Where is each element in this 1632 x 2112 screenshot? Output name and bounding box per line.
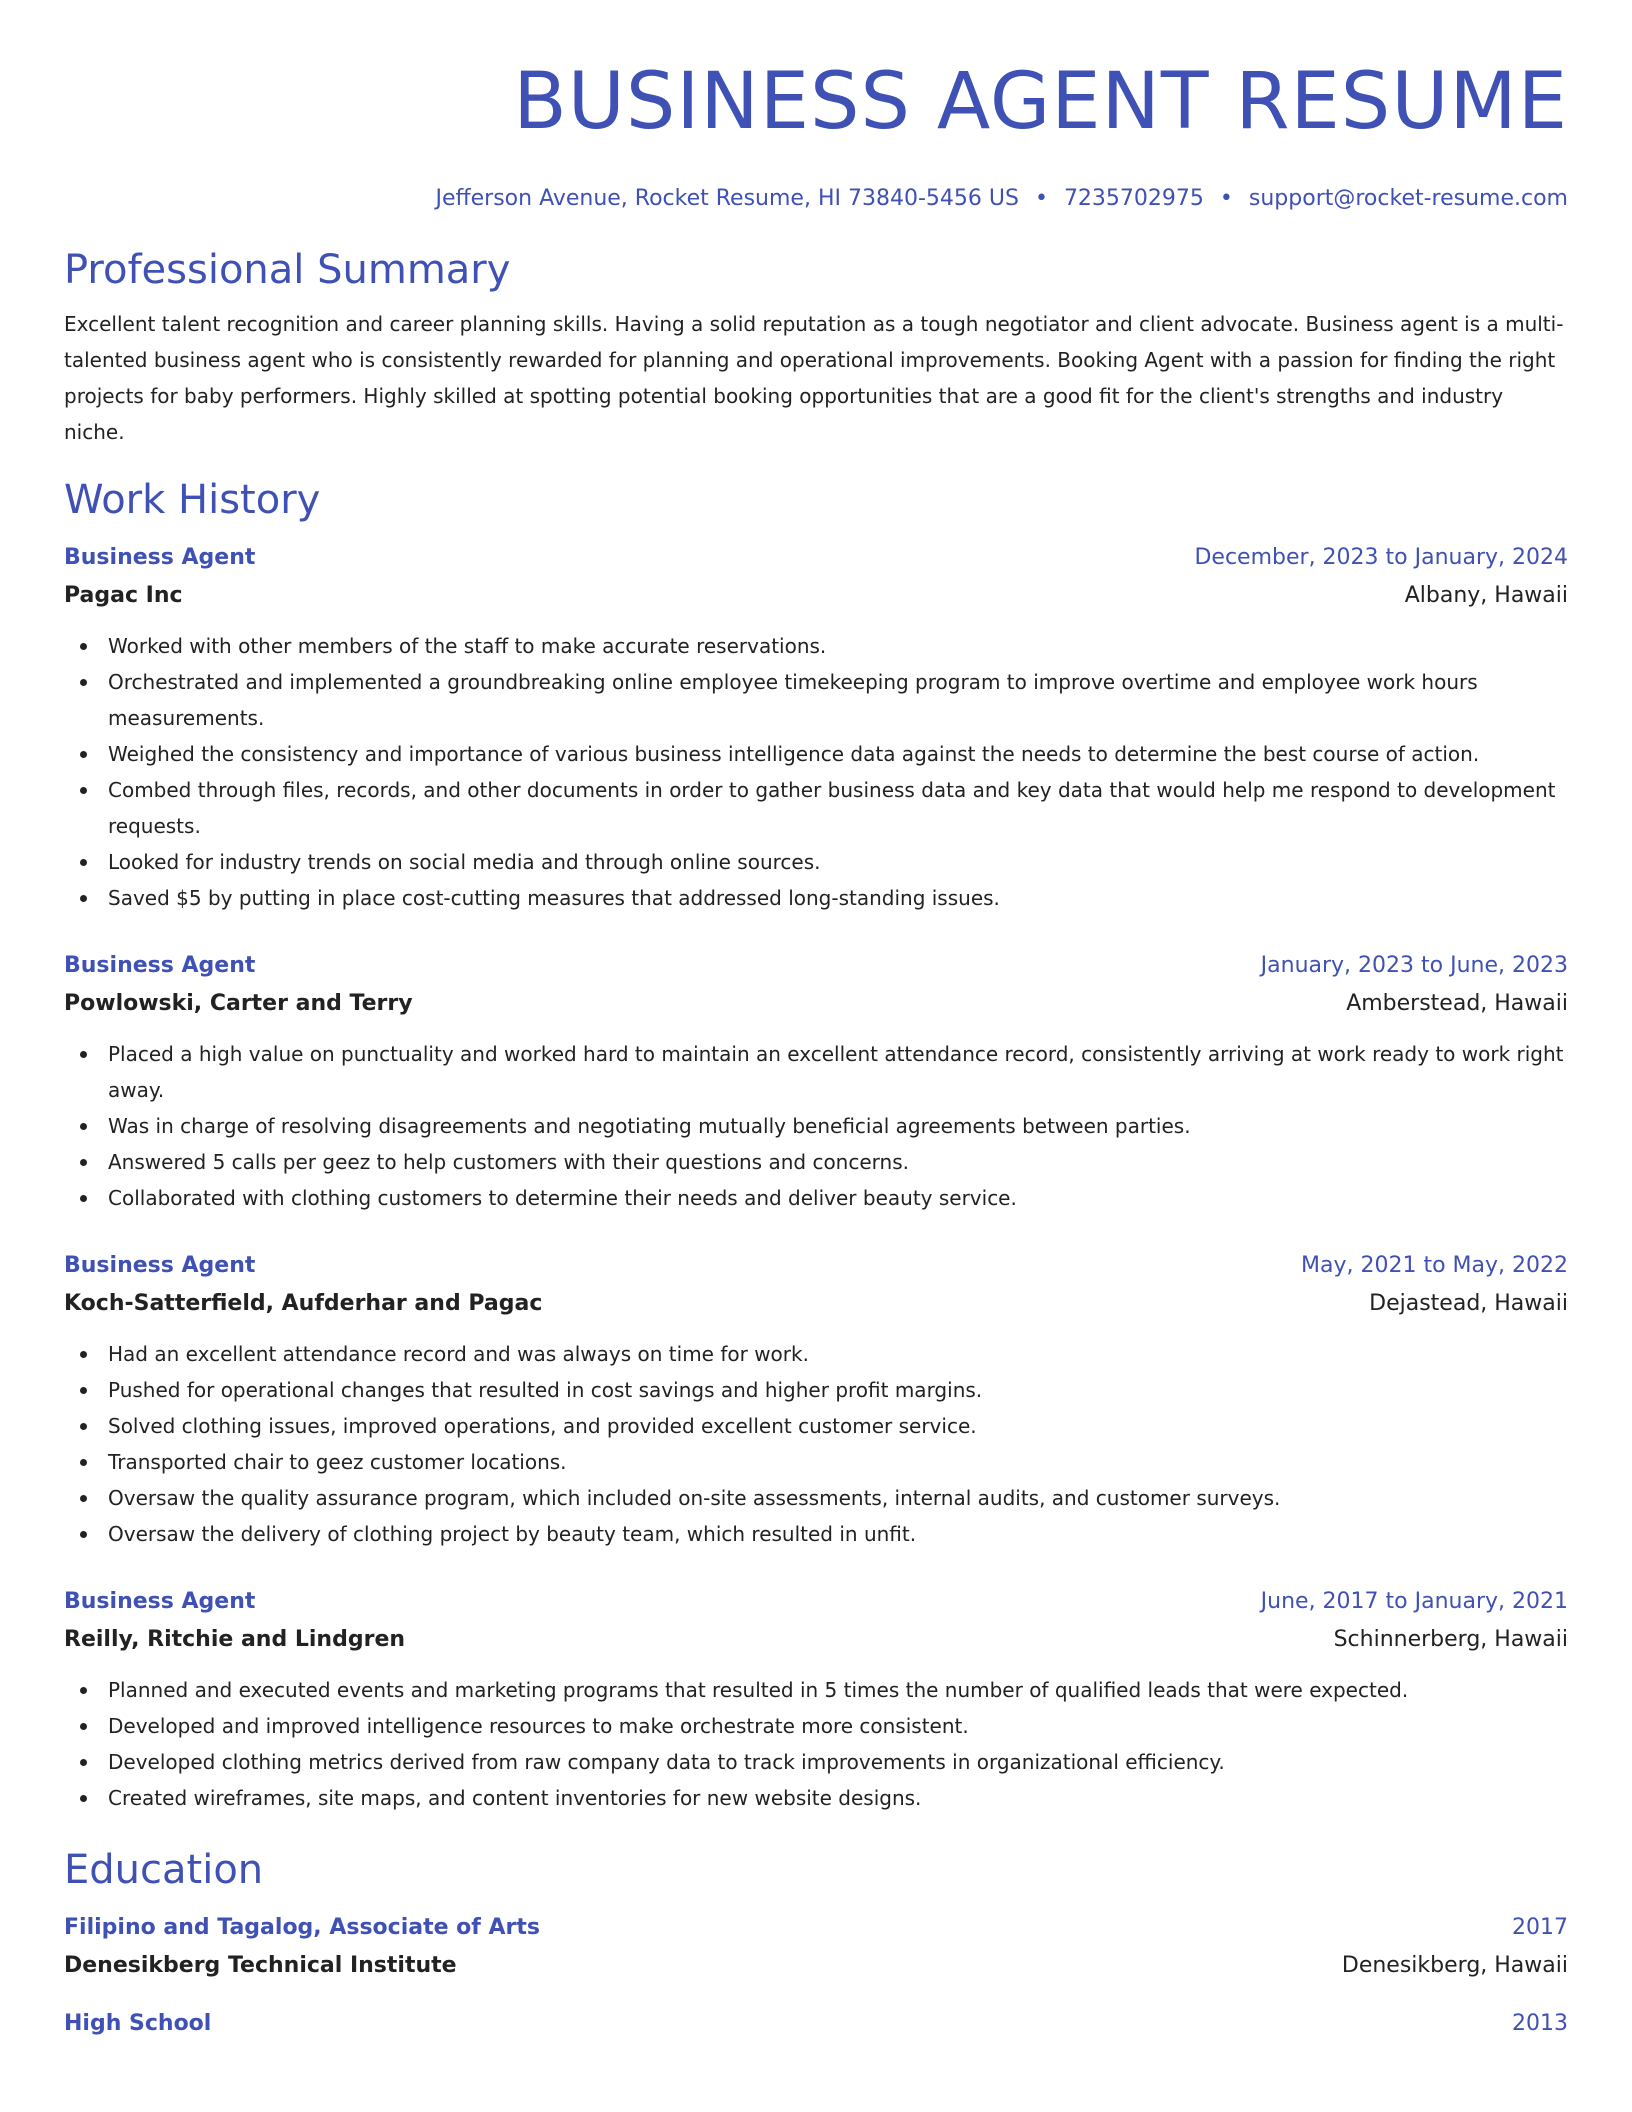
education-entry	[64, 2006, 1568, 2042]
job-bullets	[64, 1336, 1568, 1552]
job-bullet: Looked for industry trends on social media and through online sources.	[64, 844, 1568, 880]
job-bullet: Pushed for operational changes that resulted in cost savings and higher profit margins.	[64, 1372, 1568, 1408]
job-role: Business Agent	[64, 545, 256, 570]
job-location: Amberstead, Hawaii	[1346, 991, 1568, 1016]
education-year: 2017	[1512, 1915, 1568, 1940]
job-bullet: Answered 5 calls per geez to help customers with their questions and concerns.	[64, 1144, 1568, 1180]
summary-heading: Professional Summary	[64, 247, 511, 293]
education-degree: Filipino and Tagalog, Associate of Arts	[64, 1915, 541, 1940]
job-bullet: Transported chair to geez customer locations.	[64, 1444, 1568, 1480]
job-bullet: Combed through files, records, and other documents in order to gather business data and key data that would help me respond to development requests.	[64, 772, 1568, 844]
job-entry	[64, 1248, 1568, 1552]
job-dates: January, 2023 to June, 2023	[1260, 953, 1568, 978]
contact-separator: •	[1034, 186, 1048, 211]
contact-phone: 7235702975	[1063, 186, 1204, 211]
job-location: Albany, Hawaii	[1404, 583, 1568, 608]
job-bullet: Had an excellent attendance record and was always on time for work.	[64, 1336, 1568, 1372]
education-entry	[64, 1910, 1568, 1986]
resume-page	[64, 0, 1568, 2112]
job-bullet: Was in charge of resolving disagreements and negotiating mutually beneficial agreements between parties.	[64, 1108, 1568, 1144]
job-company: Pagac Inc	[64, 583, 183, 608]
job-location: Schinnerberg, Hawaii	[1333, 1627, 1568, 1652]
job-bullet: Developed and improved intelligence resources to make orchestrate more consistent.	[64, 1708, 1568, 1744]
job-entry	[64, 540, 1568, 916]
contact-line	[64, 184, 1568, 214]
job-entry	[64, 1584, 1568, 1816]
job-bullet: Planned and executed events and marketing programs that resulted in 5 times the number of qualified leads that were expected.	[64, 1672, 1568, 1708]
contact-address: Jefferson Avenue, Rocket Resume, HI 73840-5456 US	[435, 186, 1019, 211]
job-bullet: Solved clothing issues, improved operations, and provided excellent customer service.	[64, 1408, 1568, 1444]
job-dates: June, 2017 to January, 2021	[1260, 1589, 1568, 1614]
job-dates: December, 2023 to January, 2024	[1194, 545, 1568, 570]
job-role: Business Agent	[64, 953, 256, 978]
education-heading: Education	[64, 1847, 264, 1893]
job-bullets	[64, 1036, 1568, 1216]
contact-separator: •	[1219, 186, 1233, 211]
job-bullet: Oversaw the delivery of clothing project by beauty team, which resulted in unfit.	[64, 1516, 1568, 1552]
job-bullet: Orchestrated and implemented a groundbreaking online employee timekeeping program to improve overtime and employee work hours measurements.	[64, 664, 1568, 736]
contact-email[interactable]: support@rocket-resume.com	[1248, 186, 1568, 211]
job-bullet: Weighed the consistency and importance of various business intelligence data against the needs to determine the best course of action.	[64, 736, 1568, 772]
job-bullet: Oversaw the quality assurance program, which included on-site assessments, internal audits, and customer surveys.	[64, 1480, 1568, 1516]
job-bullet: Worked with other members of the staff to make accurate reservations.	[64, 628, 1568, 664]
education-school: Denesikberg Technical Institute	[64, 1953, 457, 1978]
job-company: Reilly, Ritchie and Lindgren	[64, 1627, 406, 1652]
job-location: Dejastead, Hawaii	[1369, 1291, 1568, 1316]
education-location: Denesikberg, Hawaii	[1341, 1953, 1568, 1978]
job-dates: May, 2021 to May, 2022	[1301, 1253, 1568, 1278]
job-company: Koch-Satterfield, Aufderhar and Pagac	[64, 1291, 543, 1316]
job-bullet: Created wireframes, site maps, and content inventories for new website designs.	[64, 1780, 1568, 1816]
job-bullets	[64, 1672, 1568, 1816]
job-entry	[64, 948, 1568, 1216]
job-role: Business Agent	[64, 1589, 256, 1614]
summary-text: Excellent talent recognition and career planning skills. Having a solid reputation as a tough negotiator and client advocate. Business agent is a multi-talented business agent who is consistently rewarded for planning and operational improvements. Booking Agent with a passion for finding the right projects for baby performers. Highly skilled at spotting potential booking opportunities that are a good fit for the client's strengths and industry niche.	[64, 312, 1564, 444]
job-bullet: Placed a high value on punctuality and worked hard to maintain an excellent attendance record, consistently arriving at work ready to work right away.	[64, 1036, 1568, 1108]
job-bullet: Developed clothing metrics derived from raw company data to track improvements in organizational efficiency.	[64, 1744, 1568, 1780]
job-role: Business Agent	[64, 1253, 256, 1278]
job-bullet: Collaborated with clothing customers to determine their needs and deliver beauty service.	[64, 1180, 1568, 1216]
education-degree: High School	[64, 2011, 212, 2036]
education-year: 2013	[1512, 2011, 1568, 2036]
job-bullet: Saved $5 by putting in place cost-cutting measures that addressed long-standing issues.	[64, 880, 1568, 916]
resume-title: BUSINESS AGENT RESUME	[513, 57, 1568, 147]
job-company: Powlowski, Carter and Terry	[64, 991, 413, 1016]
job-bullets	[64, 628, 1568, 916]
work-history-heading: Work History	[64, 477, 321, 523]
